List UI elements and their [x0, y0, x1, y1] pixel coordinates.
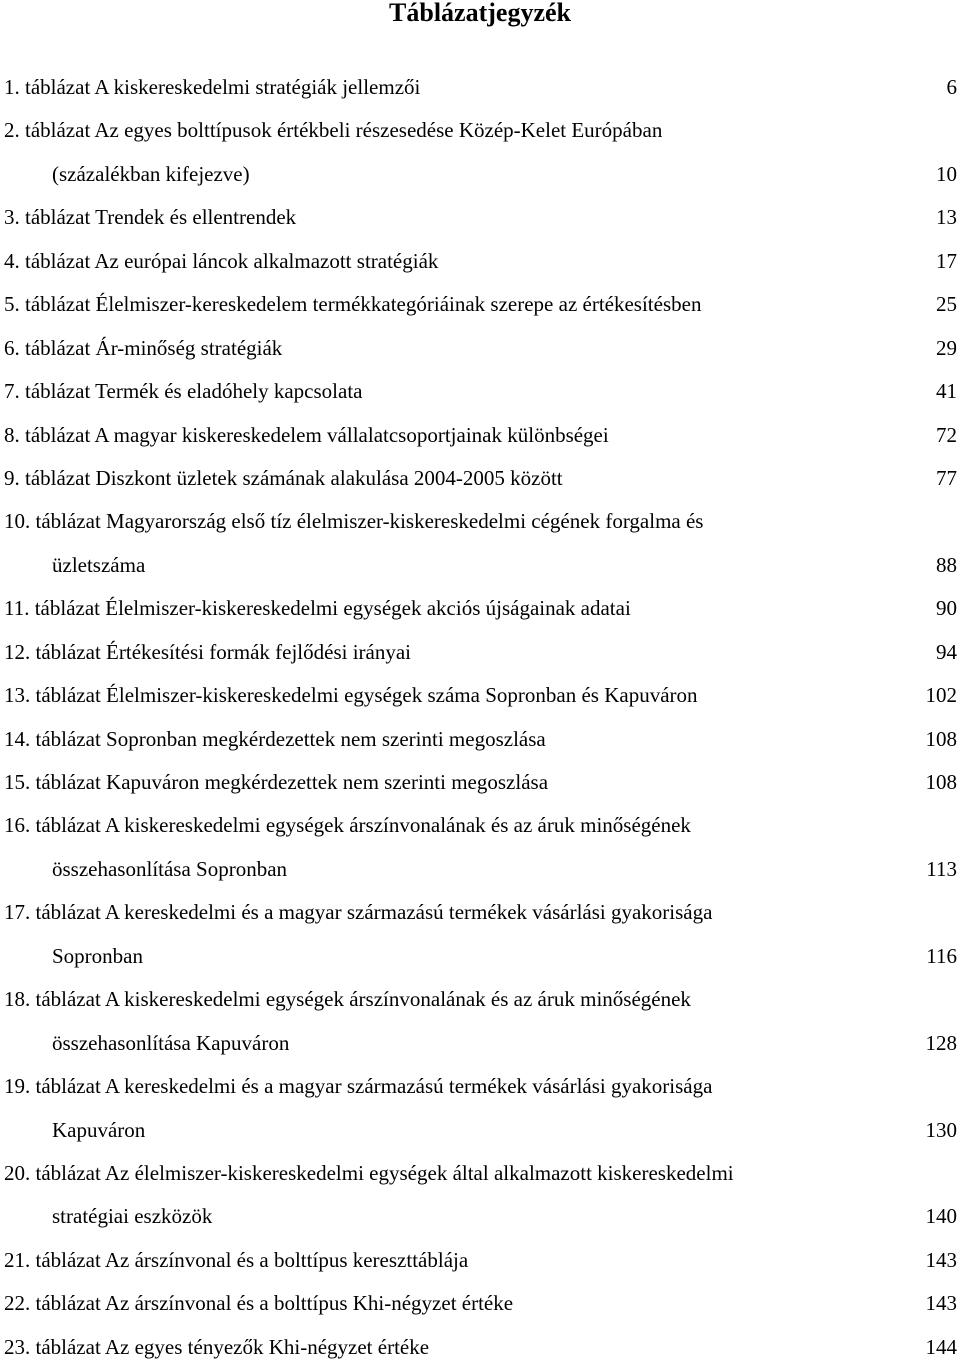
entry-page-number: 143 [925, 1247, 957, 1272]
entry-page-number: 41 [936, 379, 957, 404]
list-item [0, 1109, 960, 1152]
entry-page-number: 29 [936, 335, 957, 360]
list-item [0, 66, 960, 109]
entry-page-number: 143 [925, 1291, 957, 1316]
entry-title: 2. táblázat Az egyes bolttípusok értékbeli részesedése Közép-Kelet Európában [4, 118, 663, 143]
list-item [0, 544, 960, 587]
list-item [0, 935, 960, 978]
page-title: Táblázatjegyzék [389, 0, 571, 27]
list-item [0, 1239, 960, 1282]
entry-page-number: 144 [925, 1334, 957, 1359]
entry-title: 6. táblázat Ár-minőség stratégiák [4, 335, 283, 360]
entry-page-number: 10 [936, 161, 957, 186]
list-item [0, 370, 960, 413]
list-item [0, 1195, 960, 1238]
entry-title-continuation: üzletszáma [52, 552, 146, 577]
entry-page-number: 17 [936, 248, 957, 273]
entry-title: 9. táblázat Diszkont üzletek számának alakulása 2004-2005 között [4, 465, 563, 490]
entry-title: 7. táblázat Termék és eladóhely kapcsolata [4, 379, 363, 404]
list-item [0, 414, 960, 457]
list-item [0, 674, 960, 717]
list-item [0, 457, 960, 500]
entry-page-number: 77 [936, 465, 957, 490]
entry-page-number: 25 [936, 292, 957, 317]
entry-page-number: 116 [926, 943, 957, 968]
entry-page-number: 13 [936, 205, 957, 230]
list-item [0, 761, 960, 804]
entry-title-continuation: (százalékban kifejezve) [52, 161, 250, 186]
entry-title: 10. táblázat Magyarország első tíz élelmiszer-kiskereskedelmi cégének forgalma és [4, 509, 704, 534]
list-item [0, 327, 960, 370]
list-item [0, 718, 960, 761]
entry-page-number: 72 [936, 422, 957, 447]
entry-title: 16. táblázat A kiskereskedelmi egységek árszínvonalának és az áruk minőségének [4, 813, 691, 838]
entry-title: 11. táblázat Élelmiszer-kiskereskedelmi egységek akciós újságainak adatai [4, 596, 631, 621]
list-item [0, 587, 960, 630]
table-of-tables-list [0, 66, 960, 1369]
list-item [0, 1152, 960, 1195]
list-item [0, 978, 960, 1021]
list-item [0, 804, 960, 847]
entry-title-continuation: Kapuváron [52, 1117, 146, 1142]
entry-title: 14. táblázat Sopronban megkérdezettek nem szerinti megoszlása [4, 726, 546, 751]
list-item [0, 109, 960, 152]
list-item [0, 153, 960, 196]
entry-page-number: 6 [946, 75, 957, 99]
entry-title-continuation: összehasonlítása Sopronban [52, 856, 288, 881]
list-item [0, 848, 960, 891]
entry-title: 19. táblázat A kereskedelmi és a magyar származású termékek vásárlási gyakorisága [4, 1074, 713, 1099]
list-item [0, 1065, 960, 1108]
entry-title: 20. táblázat Az élelmiszer-kiskereskedelmi egységek által alkalmazott kiskereskedelmi [4, 1160, 734, 1185]
entry-page-number: 108 [925, 726, 957, 751]
entry-title: 21. táblázat Az árszínvonal és a bolttípus kereszttáblája [4, 1247, 469, 1272]
list-item [0, 1282, 960, 1325]
list-item [0, 631, 960, 674]
entry-title: 8. táblázat A magyar kiskereskedelem vállalatcsoportjainak különbségei [4, 422, 609, 447]
entry-title-continuation: stratégiai eszközök [52, 1204, 213, 1229]
list-item [0, 196, 960, 239]
entry-page-number: 130 [925, 1117, 957, 1142]
entry-page-number: 128 [925, 1030, 957, 1055]
list-item [0, 1022, 960, 1065]
entry-title: 5. táblázat Élelmiszer-kereskedelem termékkategóriáinak szerepe az értékesítésben [4, 292, 702, 317]
entry-title-continuation: Sopronban [52, 943, 143, 968]
entry-title: 13. táblázat Élelmiszer-kiskereskedelmi egységek száma Sopronban és Kapuváron [4, 683, 698, 708]
list-item [0, 240, 960, 283]
entry-page-number: 90 [936, 596, 957, 621]
entry-title: 3. táblázat Trendek és ellentrendek [4, 205, 297, 230]
entry-page-number: 88 [936, 552, 957, 577]
entry-page-number: 108 [925, 770, 957, 794]
entry-title: 23. táblázat Az egyes tényezők Khi-négyzet értéke [4, 1334, 430, 1359]
entry-title-continuation: összehasonlítása Kapuváron [52, 1030, 290, 1055]
entry-page-number: 140 [925, 1204, 957, 1229]
list-item [0, 283, 960, 326]
entry-page-number: 94 [936, 639, 957, 664]
list-item [0, 891, 960, 934]
entry-page-number: 102 [925, 683, 957, 708]
list-item [0, 500, 960, 543]
entry-title: 17. táblázat A kereskedelmi és a magyar származású termékek vásárlási gyakorisága [4, 900, 713, 925]
entry-title: 12. táblázat Értékesítési formák fejlődési irányai [4, 639, 412, 664]
entry-title: 1. táblázat A kiskereskedelmi stratégiák jellemzői [4, 75, 421, 99]
entry-title: 4. táblázat Az európai láncok alkalmazott stratégiák [4, 248, 439, 273]
entry-title: 22. táblázat Az árszínvonal és a bolttípus Khi-négyzet értéke [4, 1291, 514, 1316]
entry-page-number: 113 [926, 856, 957, 881]
entry-title: 18. táblázat A kiskereskedelmi egységek árszínvonalának és az áruk minőségének [4, 987, 691, 1012]
entry-title: 15. táblázat Kapuváron megkérdezettek nem szerinti megoszlása [4, 770, 549, 794]
